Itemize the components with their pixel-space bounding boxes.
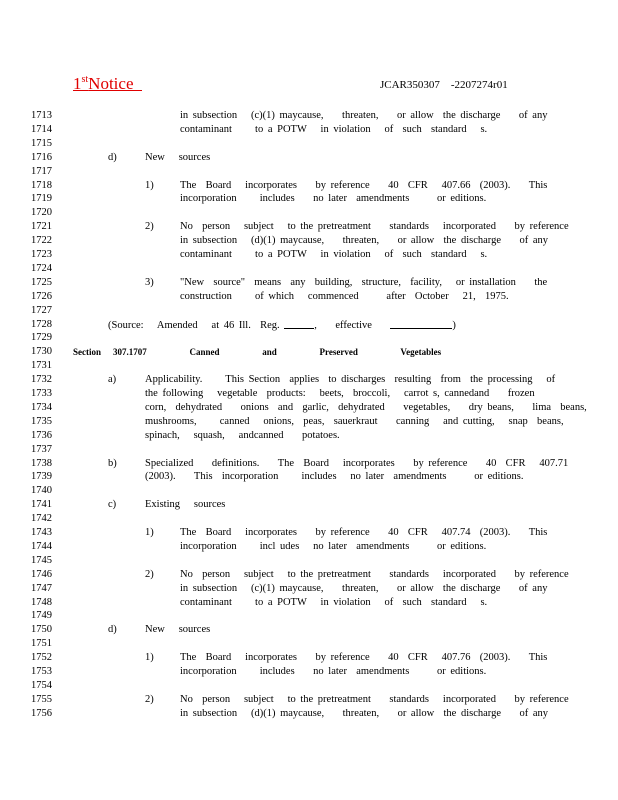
document-line [0, 609, 618, 623]
line-number: 1750 [31, 624, 52, 636]
line-text: incorporation includes no later amendments or editions. [180, 666, 487, 677]
line-text: corn, dehydrated onions and garlic, dehydrated vegetables, dry beans, lima beans, [145, 401, 587, 413]
register-blank [284, 318, 314, 329]
notice-heading [73, 74, 142, 94]
line-text: "New source" means any building, structure, facility, or installation the [180, 276, 548, 288]
line-text: in subsection (d)(1) maycause, threaten, or allow the discharge of any [180, 235, 549, 247]
document-line [0, 151, 618, 165]
line-number: 1730 [31, 346, 52, 358]
line-number: 1746 [31, 568, 52, 580]
line-number: 1717 [31, 165, 52, 177]
line-number: 1722 [31, 235, 52, 247]
item-label: 2) [145, 568, 154, 580]
document-line [0, 165, 618, 179]
document-line [0, 248, 618, 262]
document-line [0, 526, 618, 540]
document-line [0, 540, 618, 554]
document-line [0, 401, 618, 415]
notice-word: Notice [88, 74, 134, 93]
line-number: 1744 [31, 540, 52, 552]
line-number: 1723 [31, 249, 52, 260]
line-number: 1739 [31, 471, 52, 483]
line-text: Applicability. This Section applies to discharges resulting from the processing of [145, 374, 556, 386]
line-number: 1737 [31, 443, 52, 455]
line-number: 1754 [31, 679, 52, 691]
item-label: b) [108, 457, 117, 469]
document-line [0, 359, 618, 373]
line-text: No person subject to the pretreatment standards incorporated by reference [180, 221, 569, 233]
line-text: in subsection (c)(1) maycause, threaten, or allow the discharge of any [180, 110, 548, 121]
line-number: 1740 [31, 485, 52, 497]
line-text: The Board incorporates by reference 40 CFR 407.74 (2003). This [180, 527, 548, 538]
line-number: 1715 [31, 137, 52, 149]
document-line [0, 123, 618, 137]
document-line [0, 429, 618, 443]
line-text: The Board incorporates by reference 40 CFR 407.66 (2003). This [180, 179, 548, 191]
line-text: incorporation includes no later amendments or editions. [180, 193, 487, 205]
item-label: 3) [145, 276, 154, 288]
line-number: 1724 [31, 262, 52, 274]
document-line [0, 651, 618, 665]
line-text: No person subject to the pretreatment standards incorporated by reference [180, 568, 569, 580]
line-text: contaminant to a POTW in violation of such standard s. [180, 249, 488, 260]
line-text: mushrooms, canned onions, peas, sauerkraut canning and cutting, snap beans, [145, 415, 564, 427]
line-text: in subsection (d)(1) maycause, threaten, or allow the discharge of any [180, 707, 549, 719]
line-number: 1748 [31, 596, 52, 608]
document-line [0, 554, 618, 568]
document-line [0, 457, 618, 471]
line-number: 1718 [31, 179, 52, 191]
line-number: 1736 [31, 429, 52, 441]
line-text: The Board incorporates by reference 40 CFR 407.76 (2003). This [180, 652, 548, 664]
line-text: New sources [145, 624, 211, 636]
source-note [108, 318, 456, 333]
line-text: Specialized definitions. The Board incorporates by reference 40 CFR 407.71 [145, 457, 569, 469]
line-number: 1727 [31, 304, 52, 316]
line-number: 1729 [31, 332, 52, 344]
line-number: 1751 [31, 638, 52, 650]
line-text: spinach, squash, andcanned potatoes. [145, 429, 340, 441]
document-line [0, 568, 618, 582]
line-number: 1735 [31, 415, 52, 427]
document-line [0, 109, 618, 123]
document-line [0, 637, 618, 651]
document-line [0, 484, 618, 498]
line-text: incorporation incl udes no later amendments or editions. [180, 540, 487, 552]
document-code: JCAR350307 -2207274r01 [380, 79, 508, 91]
document-line [0, 665, 618, 679]
item-label: 2) [145, 221, 154, 233]
notice-superscript: st [81, 74, 89, 85]
line-text: contaminant to a POTW in violation of such standard s. [180, 123, 488, 135]
closing-paren: ) [452, 319, 456, 331]
line-text: construction of which commenced after October 21, 1975. [180, 290, 509, 302]
document-line [0, 679, 618, 693]
line-number: 1743 [31, 527, 52, 538]
document-line [0, 373, 618, 387]
line-number: 1713 [31, 110, 52, 121]
line-number: 1745 [31, 554, 52, 566]
document-line [0, 415, 618, 429]
item-label: c) [108, 499, 117, 511]
line-number: 1738 [31, 457, 52, 469]
document-line [0, 331, 618, 345]
document-line [0, 470, 618, 484]
line-text: New sources [145, 151, 211, 163]
line-number: 1720 [31, 207, 52, 219]
effective-date-blank [390, 318, 452, 329]
document-line [0, 512, 618, 526]
document-line [0, 596, 618, 610]
source-text: (Source: Amended at 46 Ill. Reg. [108, 319, 285, 331]
section-label: Section [73, 347, 101, 358]
document-line [0, 234, 618, 248]
line-number: 1733 [31, 388, 52, 399]
item-label: 1) [145, 652, 154, 664]
document-line [0, 707, 618, 721]
line-number: 1753 [31, 666, 52, 677]
line-number: 1741 [31, 499, 52, 511]
item-label: d) [108, 151, 117, 163]
document-line [0, 262, 618, 276]
effective-text: , effective [314, 319, 372, 331]
item-label: 2) [145, 693, 154, 705]
document-line [0, 498, 618, 512]
document-line [0, 179, 618, 193]
document-line [0, 623, 618, 637]
line-number: 1725 [31, 276, 52, 288]
item-label: a) [108, 374, 117, 386]
line-number: 1756 [31, 707, 52, 719]
line-number: 1752 [31, 652, 52, 664]
line-number: 1742 [31, 513, 52, 525]
section-title: 307.1707 Canned and Preserved Vegetables [113, 347, 442, 358]
line-number: 1721 [31, 221, 52, 233]
item-label: d) [108, 624, 117, 636]
line-number: 1716 [31, 151, 52, 163]
document-line [0, 220, 618, 234]
line-number: 1731 [31, 360, 52, 372]
document-line [0, 582, 618, 596]
line-number: 1734 [31, 401, 52, 413]
line-number: 1747 [31, 582, 52, 594]
section-heading-line [0, 345, 618, 359]
line-text: contaminant to a POTW in violation of such standard s. [180, 596, 488, 608]
line-number: 1714 [31, 123, 52, 135]
line-text: (2003). This incorporation includes no later amendments or editions. [145, 471, 524, 483]
line-number: 1732 [31, 374, 52, 386]
line-text: No person subject to the pretreatment standards incorporated by reference [180, 693, 569, 705]
document-line [0, 318, 618, 332]
document-line [0, 387, 618, 401]
document-line [0, 206, 618, 220]
document-line [0, 443, 618, 457]
notice-prefix: 1 [73, 74, 82, 93]
document-line [0, 192, 618, 206]
line-text: the following vegetable products: beets, broccoli, carrot s, cannedand frozen [145, 388, 535, 399]
line-number: 1728 [31, 318, 52, 330]
item-label: 1) [145, 527, 154, 538]
line-number: 1755 [31, 693, 52, 705]
item-label: 1) [145, 179, 154, 191]
line-text: Existing sources [145, 499, 226, 511]
document-line [0, 137, 618, 151]
line-text: in subsection (c)(1) maycause, threaten, or allow the discharge of any [180, 582, 548, 594]
line-number: 1726 [31, 290, 52, 302]
line-number: 1719 [31, 193, 52, 205]
document-line [0, 304, 618, 318]
document-line [0, 693, 618, 707]
document-line [0, 276, 618, 290]
document-line [0, 290, 618, 304]
line-number: 1749 [31, 610, 52, 622]
